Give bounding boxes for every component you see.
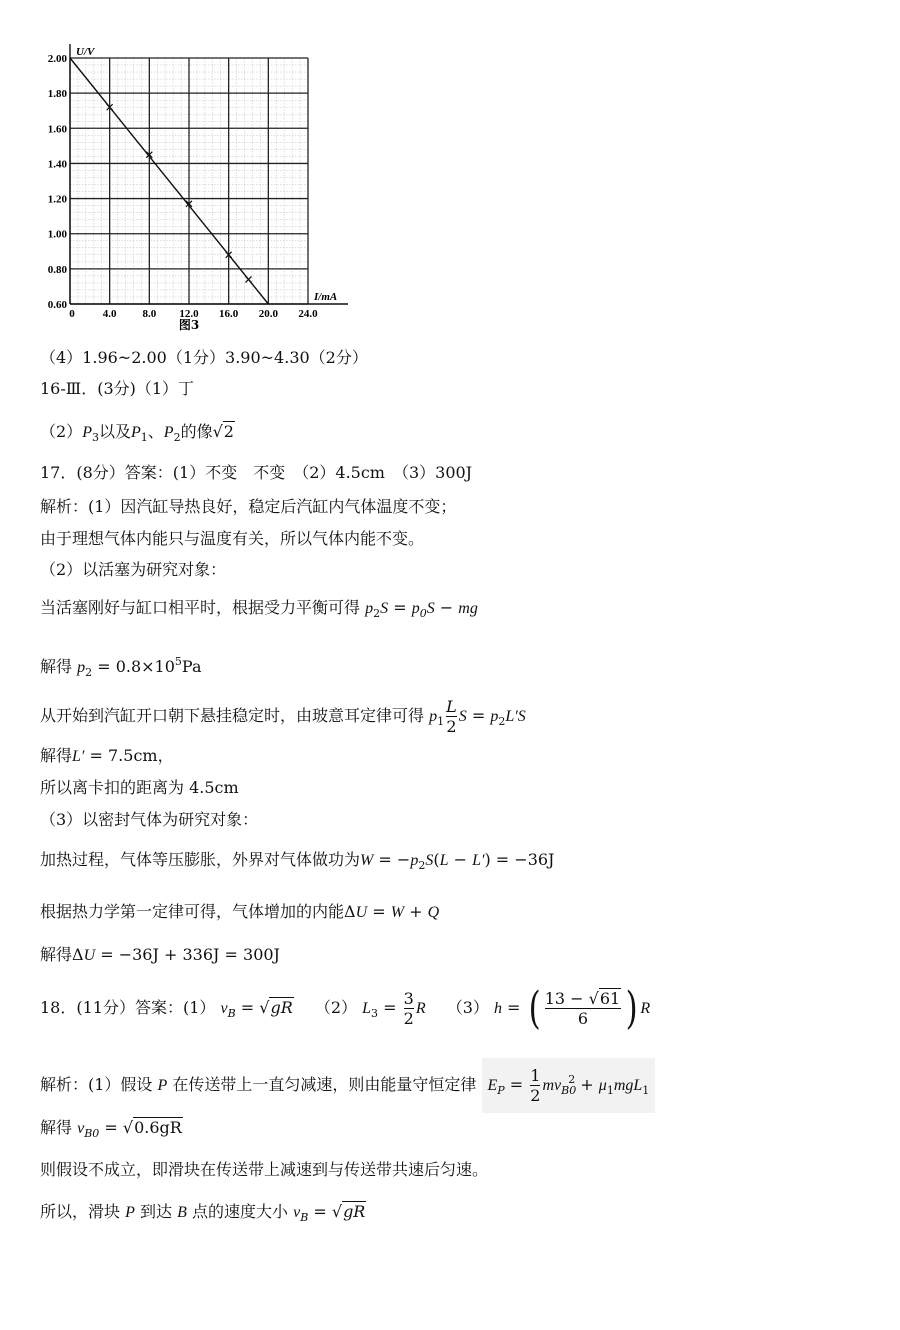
line-18-conclusion: 则假设不成立，即滑块在传送带上减速到与传送带共速后匀速。	[40, 1160, 489, 1179]
line-17-delta-u: 解得ΔU = −36J + 336J = 300J	[40, 945, 280, 964]
y-tick-label: 1.60	[47, 123, 67, 136]
line-17-first-law: 根据热力学第一定律可得，气体增加的内能ΔU = W + Q	[40, 902, 440, 921]
x-axis-label: I/mA	[314, 291, 338, 303]
line-16-iii-2: $(2)P_3$以及$P_1$、$P_2$的像√2	[40, 422, 234, 444]
u-i-chart	[30, 40, 360, 340]
fit-line	[70, 58, 268, 304]
line-17-work: 加热过程，气体等压膨胀，外界对气体做功为$W = -p_2S(L - L') = -36J$	[40, 850, 555, 872]
y-tick-label: 1.00	[47, 228, 67, 241]
y-tick-label: 1.80	[47, 88, 67, 101]
line-17-force-balance: 当活塞刚好与缸口相平时，根据受力平衡可得 $p_2S = p_0S$ − mg	[40, 598, 478, 620]
data-point	[246, 276, 252, 282]
line-18-vb0: 解得 $v_{B0} = √0.6gR$	[40, 1118, 182, 1140]
y-tick-label: 1.20	[47, 193, 67, 206]
line-18-answer: 18．(11分）答案：(1） $v_B = √gR$ （2） $L_3$ = $\frac{3}{2}$ R （3） h = ( $\frac{13 - √61}{6}$ ) R	[40, 982, 651, 1034]
line-17-analysis-2: 由于理想气体内能只与温度有关，所以气体内能不变。	[40, 529, 425, 548]
y-tick-label: 0.60	[47, 299, 67, 311]
x-tick-label: 4.0	[102, 308, 117, 320]
x-tick-label: 24.0	[298, 308, 318, 320]
line-18-analysis-1: 解析：(1）假设 P 在传送带上一直匀减速，则由能量守恒定律 $E_P$ = $\frac{1}{2}$ $mv_{B0}^2 + \mu_1mgL_1$	[40, 1058, 655, 1113]
line-16-iii: 16-Ⅲ．(3分)（1）丁	[40, 379, 195, 398]
x-tick-label: 0	[69, 308, 75, 320]
y-tick-label: 1.40	[47, 158, 67, 171]
x-tick-label: 16.0	[219, 308, 239, 320]
x-tick-label: 12.0	[179, 308, 199, 320]
y-axis-label: U/V	[76, 46, 95, 58]
line-17-boyle: 从开始到汽缸开口朝下悬挂稳定时，由玻意耳定律可得 $p_1$ $\frac{L}{2}$ $S = p_2L'S$	[40, 697, 526, 736]
x-tick-label: 20.0	[258, 308, 278, 320]
y-tick-label: 0.80	[47, 263, 67, 276]
x-tick-label: 8.0	[142, 308, 157, 320]
line-18-vb: 所以，滑块 P 到达 B 点的速度大小 $v_B = √gR$	[40, 1202, 366, 1224]
line-17-answer: 17．(8分）答案：(1）不变 不变 （2）4.5cm （3）300J	[40, 463, 473, 482]
chart-caption: 图3	[178, 318, 200, 332]
line-17-p2: 解得 $p_2 = 0.8\times 10^5Pa$	[40, 655, 202, 679]
line-17-l-prime: 解得L′ = 7.5cm，	[40, 746, 174, 765]
line-15-4: （4）1.96~2.00（1分）3.90~4.30（2分）	[40, 348, 368, 367]
y-tick-label: 2.00	[47, 53, 67, 65]
line-17-part-2: （2）以活塞为研究对象：	[40, 560, 227, 579]
line-17-analysis-1: 解析：(1）因汽缸导热良好，稳定后汽缸内气体温度不变；	[40, 497, 457, 516]
line-17-distance: 所以离卡扣的距离为 4.5cm	[40, 778, 239, 797]
line-17-part-3: （3）以密封气体为研究对象：	[40, 810, 259, 829]
